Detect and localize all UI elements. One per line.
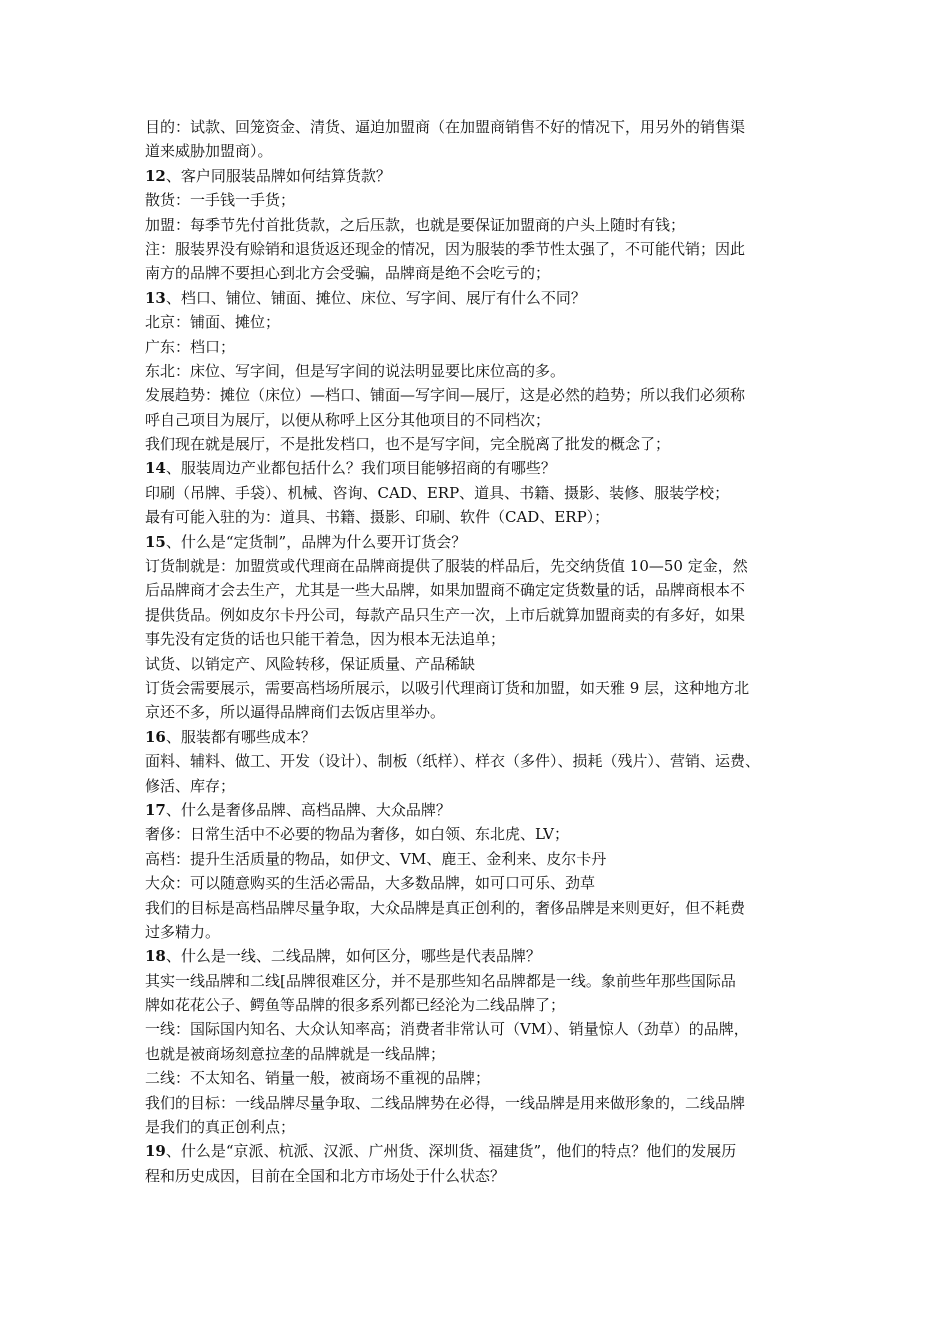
question-number: 19 xyxy=(145,1142,166,1161)
question-heading xyxy=(145,164,810,188)
question-heading xyxy=(145,944,810,968)
question-number: 13 xyxy=(145,288,166,307)
text-line: 北京：铺面、摊位； xyxy=(145,313,281,332)
text-line: 二线：不太知名、销量一般，被商场不重视的品牌； xyxy=(145,1069,491,1088)
text-line: 牌如花花公子、鳄鱼等品牌的很多系列都已经沦为二线品牌了； xyxy=(145,996,566,1015)
question-number: 16 xyxy=(145,727,166,746)
text-line: 提供货品。例如皮尔卡丹公司，每款产品只生产一次，上市后就算加盟商卖的有多好，如果 xyxy=(145,605,746,624)
text-line: 一线：国际国内知名、大众认知率高；消费者非常认可（VM）、销量惊人（劲草）的品牌， xyxy=(145,1020,749,1039)
text-line: 加盟：每季节先付首批货款，之后压款，也就是要保证加盟商的户头上随时有钱； xyxy=(145,215,686,234)
text-line: 后品牌商才会去生产，尤其是一些大品牌，如果加盟商不确定定货数量的话，品牌商根本不 xyxy=(145,581,746,600)
question-text: 、什么是“定货制”，品牌为什么要开订货会？ xyxy=(165,532,467,551)
text-line: 印刷（吊牌、手袋）、机械、咨询、CAD、ERP、道具、书籍、摄影、装修、服装学校； xyxy=(145,483,730,502)
text-line: 目的：试款、回笼资金、清货、逼迫加盟商（在加盟商销售不好的情况下，用另外的销售渠 xyxy=(145,118,746,136)
question-number: 15 xyxy=(145,532,166,551)
question-heading xyxy=(145,456,810,480)
question-text: 、客户同服装品牌如何结算货款？ xyxy=(165,166,391,185)
question-number: 18 xyxy=(145,947,166,966)
text-line: 道来威胁加盟商）。 xyxy=(145,142,273,161)
question-text: 、档口、铺位、铺面、摊位、床位、写字间、展厅有什么不同？ xyxy=(165,288,586,307)
text-line: 散货：一手钱一手货； xyxy=(145,191,296,210)
text-line: 呼自己项目为展厅，以便从称呼上区分其他项目的不同档次； xyxy=(145,410,551,429)
text-line: 广东：档口； xyxy=(145,337,236,356)
text-line: 面料、辅料、做工、开发（设计）、制板（纸样）、样衣（多件）、损耗（残片）、营销、运费、 xyxy=(145,752,761,771)
text-line: 也就是被商场刻意拉垄的品牌就是一线品牌； xyxy=(145,1044,446,1063)
text-line: 订货制就是：加盟赏或代理商在品牌商提供了服装的样品后，先交纳货值 10—50 定金，然 xyxy=(145,557,748,576)
text-line: 奢侈：日常生活中不必要的物品为奢侈，如白领、东北虎、LV； xyxy=(145,825,570,844)
text-line: 南方的品牌不要担心到北方会受骗，品牌商是绝不会吃亏的； xyxy=(145,264,551,283)
text-line: 东北：床位、写字间，但是写字间的说法明显要比床位高的多。 xyxy=(145,361,566,380)
document-body xyxy=(145,115,810,1188)
text-line: 我们的目标：一线品牌尽量争取、二线品牌势在必得，一线品牌是用来做形象的，二线品牌 xyxy=(145,1093,746,1112)
text-line: 大众：可以随意购买的生活必需品，大多数品牌，如可口可乐、劲草 xyxy=(145,874,596,893)
question-heading xyxy=(145,286,810,310)
text-line: 京还不多，所以逼得品牌商们去饭店里举办。 xyxy=(145,703,446,722)
text-line: 注：服装界没有赊销和退货返还现金的情况，因为服装的季节性太强了，不可能代销；因此 xyxy=(145,239,746,258)
text-line: 我们的目标是高档品牌尽量争取，大众品牌是真正创利的，奢侈品牌是来则更好，但不耗费 xyxy=(145,898,746,917)
text-line: 程和历史成因，目前在全国和北方市场处于什么状态？ xyxy=(145,1166,506,1185)
question-text: 、服装都有哪些成本？ xyxy=(165,727,316,746)
text-line: 最有可能入驻的为：道具、书籍、摄影、印刷、软件（CAD、ERP）； xyxy=(145,508,610,527)
question-heading xyxy=(145,530,810,554)
question-number: 14 xyxy=(145,459,166,478)
question-heading xyxy=(145,725,810,749)
text-line: 事先没有定货的话也只能干着急，因为根本无法追单； xyxy=(145,630,506,649)
question-heading xyxy=(145,1139,810,1163)
question-text: 、什么是“京派、杭派、汉派、广州货、深圳货、福建货”，他们的特点？他们的发展历 xyxy=(165,1142,737,1161)
question-text: 、什么是一线、二线品牌，如何区分，哪些是代表品牌？ xyxy=(165,947,541,966)
question-number: 12 xyxy=(145,166,166,185)
question-number: 17 xyxy=(145,800,166,819)
text-line: 是我们的真正创利点； xyxy=(145,1118,296,1137)
text-line: 订货会需要展示，需要高档场所展示，以吸引代理商订货和加盟，如天雅 9 层，这种地方北 xyxy=(145,678,750,697)
question-text: 、什么是奢侈品牌、高档品牌、大众品牌？ xyxy=(165,800,451,819)
text-line: 试货、以销定产、风险转移，保证质量、产品稀缺 xyxy=(145,654,476,673)
text-line: 发展趋势：摊位（床位）—档口、铺面—写字间—展厅，这是必然的趋势；所以我们必须称 xyxy=(145,386,746,405)
question-heading xyxy=(145,798,810,822)
text-line: 高档：提升生活质量的物品，如伊文、VM、鹿王、金利来、皮尔卡丹 xyxy=(145,849,607,868)
text-line: 修活、库存； xyxy=(145,776,236,795)
question-text: 、服装周边产业都包括什么？我们项目能够招商的有哪些？ xyxy=(165,459,556,478)
text-line: 其实一线品牌和二线[品牌很难区分，并不是那些知名品牌都是一线。象前些年那些国际品 xyxy=(145,971,736,990)
text-line: 我们现在就是展厅，不是批发档口，也不是写字间，完全脱离了批发的概念了； xyxy=(145,435,671,454)
text-line: 过多精力。 xyxy=(145,922,221,941)
